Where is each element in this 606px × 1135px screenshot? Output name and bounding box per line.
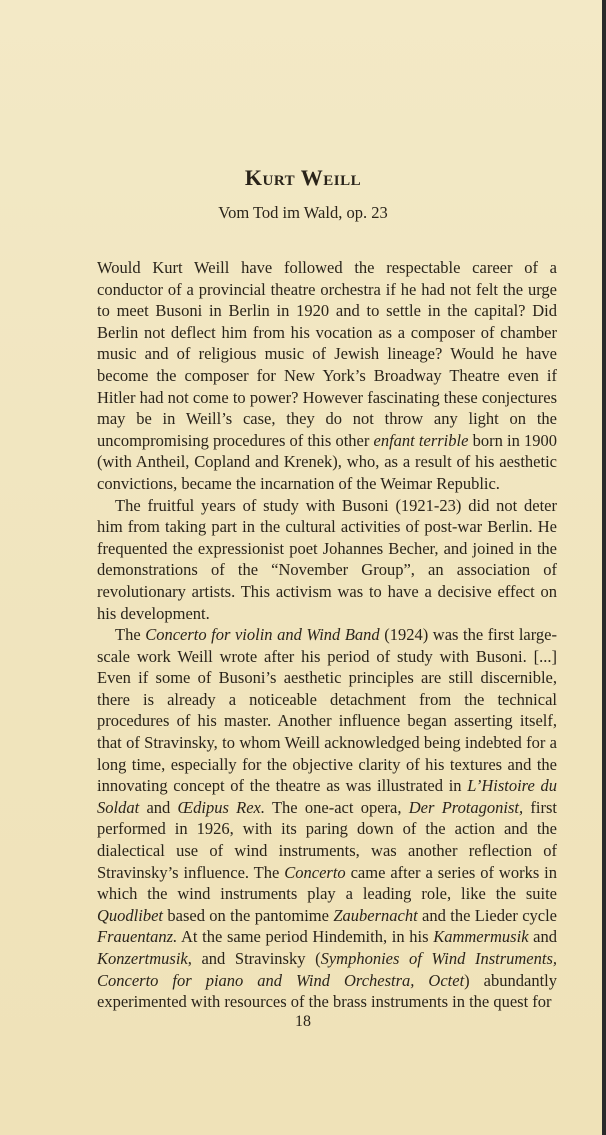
page-edge [602,0,606,1135]
p1-text-b: born in 1900 (with Antheil, Copland and Krenek), who, as a result of his aesthetic convictions, became the incarnation of the Weimar Republic. [97,430,557,493]
p3-text-4: and [139,797,178,817]
p3-text-20: , and Stravinsky ( [187,949,321,968]
paragraph-3 [97,624,557,1013]
p3-italic-19: Konzertmusik [97,949,188,968]
p3-text-8: first performed in 1926, with its paring down of the action and the dialectical use of wind instruments, was another reflection of Stravinsky’s influence. The [97,797,557,882]
p3-italic-17: Kammermusik [433,927,529,947]
p3-text-18: and [528,927,558,947]
p1-italic-a: enfant terrible [373,430,469,450]
p3-italic-13: Zaubernacht [333,905,418,925]
p3-italic-3: L’Histoire du Soldat [97,776,558,817]
p3-text-16: At the same period Hindemith, in his [177,927,434,947]
p3-text-0: The [115,625,146,645]
page-title: Kurt Weill [244,165,362,190]
p3-italic-11: Quodlibet [97,905,163,925]
p3-text-14: and the Lieder cycle [417,905,557,925]
p3-text-12: based on the pantomime [163,905,334,925]
p1-text-a: Would Kurt Weill have followed the respectable career of a conductor of a provincial theatre orchestra if he had not felt the urge to meet Busoni in Berlin in 1920 and to settle in the capital? Did Berlin not deflect him from his vocation as a composer of chamber music and of religious music of Jewish lineage? Would he have become the composer for New York’s Broadway Theatre even if Hitler had not come to power? However fascinating these conjectures may be in Weill’s case, they do not throw any light on the uncompromising procedures of this other [97,258,557,450]
p3-italic-21: Symphonies of Wind Instruments, Concerto for piano and Wind Orchestra, Octet [97,949,557,990]
p3-text-6: The one-act opera, [265,797,409,817]
p3-text-10: came after a series of works in which the wind instruments play a leading role, like the suite [97,862,558,904]
p3-italic-9: Concerto [284,862,346,882]
p3-italic-1: Concerto for violin and Wind Band [145,625,380,645]
p3-text-22: ) abundantly experimented with resources of the brass instruments in the quest for [97,970,557,1012]
p3-text-2: (1924) was the first large-scale work Weill wrote after his period of study with Busoni. [...] Even if some of Busoni’s aesthetic principles are still discernible, there is already a noticeable detachment from the technical procedures of his master. Another influence began asserting itself, that of Stravinsky, to whom Weill acknowledged being indebted for a long time, especially for the objective clarity of his textures and the innovating concept of the theatre as was illustrated in [97,625,557,796]
page-subtitle: Vom Tod im Wald, op. 23 [218,203,388,222]
p3-italic-5: Œdipus Rex. [177,797,265,817]
paragraph-2: The fruitful years of study with Busoni (1921-23) did not deter him from taking part in the cultural activities of post-war Berlin. He frequented the expressionist poet Johannes Becher, and joined in the demonstrations of the “November Group”, an association of revolutionary artists. This activism was to have a decisive effect on his development. [97,495,557,623]
page-number: 18 [295,1013,311,1030]
paragraph-1 [97,257,557,495]
p3-italic-7: Der Protagonist, [408,797,524,817]
body-text [97,257,557,1013]
p3-italic-15: Frauentanz. [97,927,178,947]
